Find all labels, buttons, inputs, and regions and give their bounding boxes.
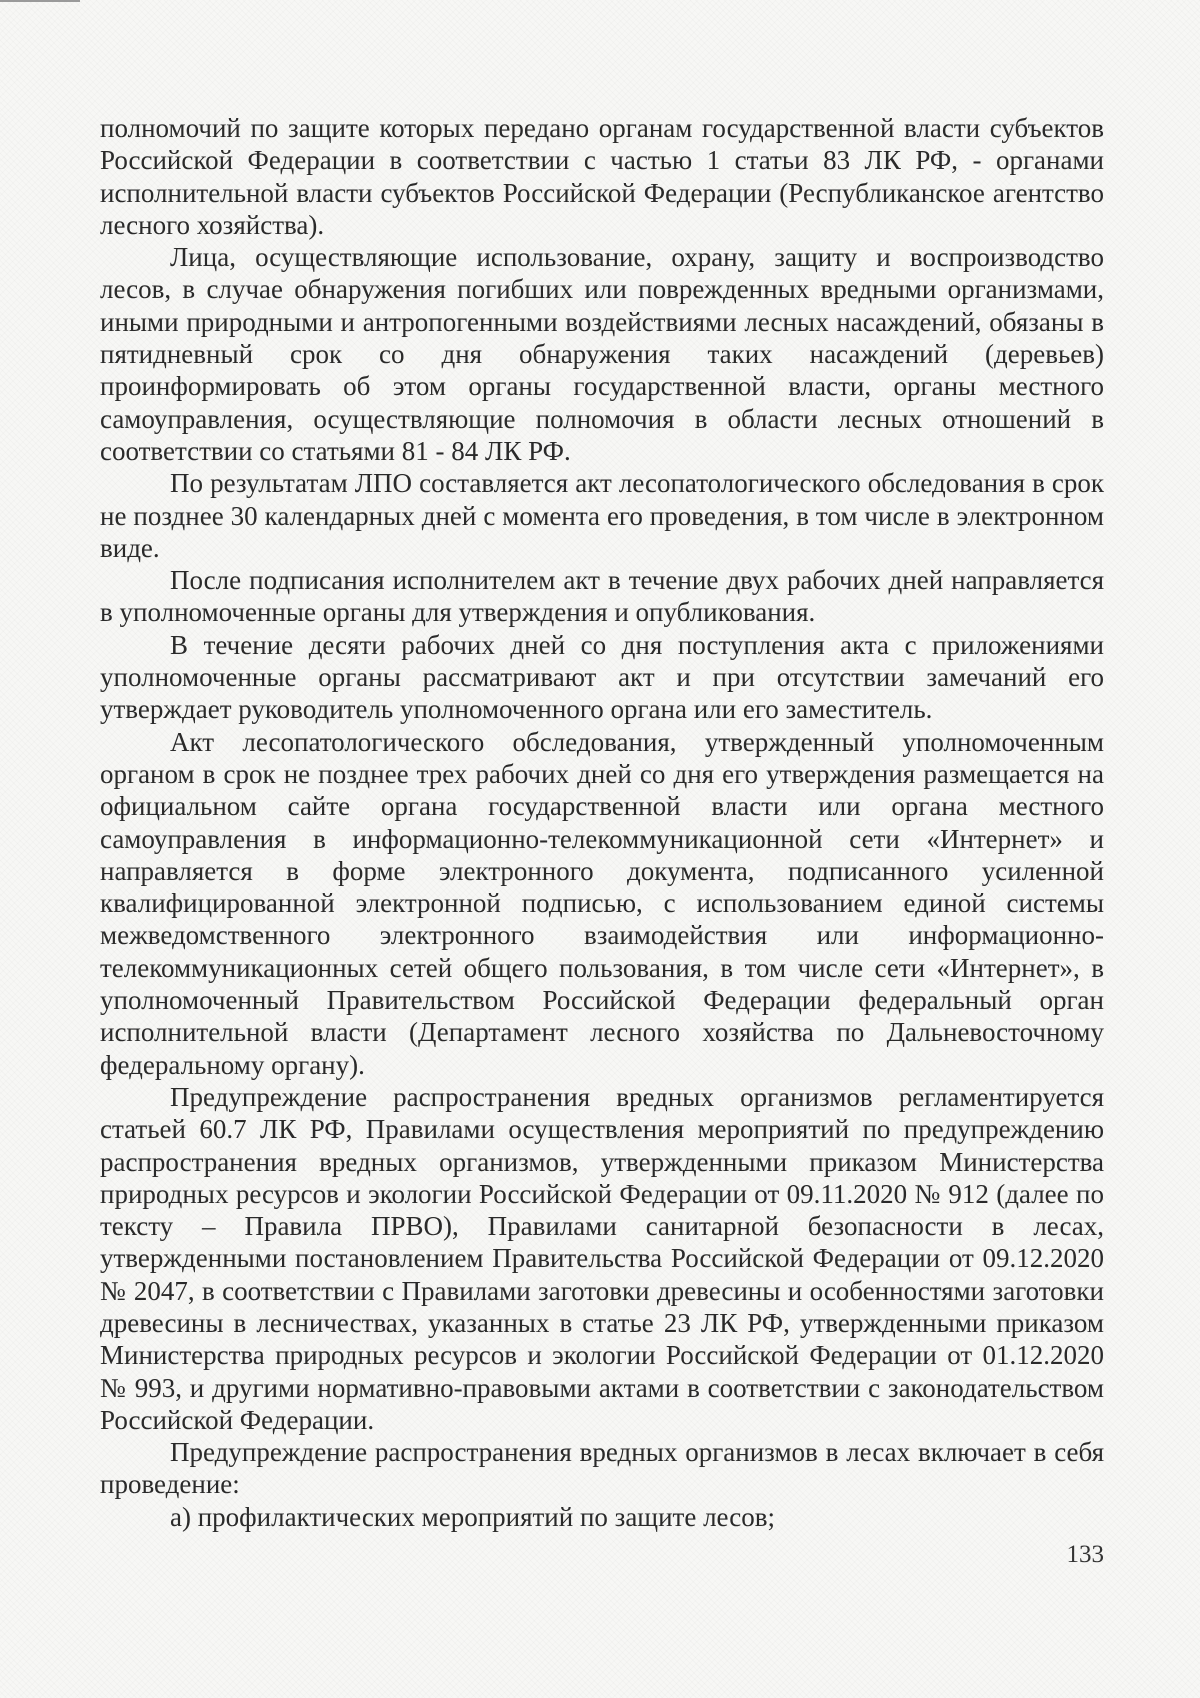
scan-edge-mark bbox=[0, 0, 80, 2]
list-item-a: а) профилактических мероприятий по защите лесов; bbox=[170, 1501, 775, 1532]
paragraph-act-signing: После подписания исполнителем акт в течение двух рабочих дней направляется в уполномоченные органы для утверждения и опубликования. bbox=[100, 565, 1104, 628]
paragraph-prevention-includes: Предупреждение распространения вредных организмов в лесах включает в себя проведение: bbox=[100, 1437, 1104, 1500]
paragraph-prevention-regulation: Предупреждение распространения вредных организмов регламентируется статьей 60.7 ЛК РФ, Правилами осуществления мероприятий по предупреждению распространения вредных организмов, утвержденными приказом Министерства природных ресурсов и экологии Российской Федерации от 09.11.2020 № 912 (далее по тексту – Правила ПРВО), Правилами санитарной безопасности в лесах, утвержденными постановлением Правительства Российской Федерации от 09.12.2020 № 2047, в соответствии с Правилами заготовки древесины и особенностями заготовки древесины в лесничествах, указанных в статье 23 ЛК РФ, утвержденными приказом Министерства природных ресурсов и экологии Российской Федерации от 01.12.2020 № 993, и другими нормативно-правовыми актами в соответствии с законодательством Российской Федерации. bbox=[100, 1081, 1104, 1435]
paragraph-reporting-duty: Лица, осуществляющие использование, охрану, защиту и воспроизводство лесов, в случае обнаружения погибших или поврежденных вредными организмами, иными природными и антропогенными воздействиями лесных насаждений, обязаны в пятидневный срок со дня обнаружения таких насаждений (деревьев) проинформировать об этом органы государственной власти, органы местного самоуправления, осуществляющие полномочия в области лесных отношений в соответствии со статьями 81 - 84 ЛК РФ. bbox=[100, 242, 1104, 466]
paragraph-act-publication: Акт лесопатологического обследования, утвержденный уполномоченным органом в срок не позднее трех рабочих дней со дня его утверждения размещается на официальном сайте органа государственной власти или органа местного самоуправления в информационно-телекоммуникационной сети «Интернет» и направляется в форме электронного документа, подписанного усиленной квалифицированной электронной подписью, с использованием единой системы межведомственного электронного взаимодействия или информационно-телекоммуникационных сетей общего пользования, в том числе сети «Интернет», в уполномоченный Правительством Российской Федерации федеральный орган исполнительной власти (Департамент лесного хозяйства по Дальневосточному федеральному органу). bbox=[100, 726, 1104, 1080]
page-number: 133 bbox=[1066, 1541, 1104, 1568]
document-body bbox=[100, 112, 1104, 1533]
paragraph-continuation: полномочий по защите которых передано органам государственной власти субъектов Российской Федерации в соответствии с частью 1 статьи 83 ЛК РФ, - органами исполнительной власти субъектов Российской Федерации (Республиканское агентство лесного хозяйства). bbox=[100, 113, 1104, 240]
paragraph-act-deadline: По результатам ЛПО составляется акт лесопатологического обследования в срок не позднее 30 календарных дней с момента его проведения, в том числе в электронном виде. bbox=[100, 468, 1104, 563]
paragraph-act-review: В течение десяти рабочих дней со дня поступления акта с приложениями уполномоченные органы рассматривают акт и при отсутствии замечаний его утверждает руководитель уполномоченного органа или его заместитель. bbox=[100, 629, 1104, 725]
